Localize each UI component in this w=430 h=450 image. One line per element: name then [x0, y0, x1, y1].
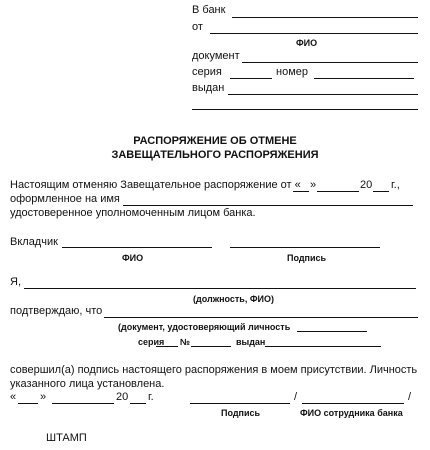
confirm-label: подтверждаю, что	[10, 305, 103, 317]
signature-slash-2: /	[408, 391, 412, 403]
revoke-day-field[interactable]	[293, 191, 309, 192]
identity-document-field[interactable]	[297, 331, 367, 332]
series-hint: серия	[138, 337, 165, 347]
closing-line-1: совершил(а) подпись настоящего распоряжения в моем присутствии. Личность	[10, 364, 418, 376]
revoke-month-field[interactable]	[317, 191, 359, 192]
date-day-field[interactable]	[18, 403, 38, 404]
date-quote-close: »	[40, 391, 47, 403]
issued-label: выдан	[192, 82, 225, 94]
revoke-text: Настоящим отменяю Завещательное распоряжение от «	[10, 179, 301, 191]
closing-line-2: указанного лица установлена.	[10, 378, 165, 390]
applicant-fio-hint: ФИО	[296, 38, 318, 48]
depositor-signature-hint: Подпись	[287, 253, 327, 263]
confirm-person-field[interactable]	[104, 317, 418, 318]
employee-signature-field[interactable]	[190, 403, 290, 404]
date-month-field[interactable]	[52, 403, 114, 404]
issued-in-name-field[interactable]	[123, 205, 413, 206]
series-label: серия	[192, 66, 222, 78]
identity-series-field[interactable]	[156, 346, 178, 347]
document-title-line1: РАСПОРЯЖЕНИЕ ОБ ОТМЕНЕ	[133, 135, 297, 147]
stamp-label: ШТАМП	[46, 432, 87, 444]
revoke-year-field[interactable]	[373, 191, 389, 192]
identity-number-field[interactable]	[191, 346, 231, 347]
identity-issued-field[interactable]	[265, 346, 381, 347]
issued-hint: выдан	[236, 337, 266, 347]
number-label: номер	[276, 66, 308, 78]
issued-field[interactable]	[228, 94, 418, 95]
depositor-fio-field[interactable]	[62, 247, 212, 248]
revoke-year-suffix: г.,	[391, 179, 400, 191]
employee-signature-hint: Подпись	[221, 408, 261, 418]
revoke-year-prefix: 20	[360, 179, 373, 191]
date-year-suffix: г.	[148, 391, 154, 403]
document-label: документ	[192, 50, 240, 62]
position-hint: (должность, ФИО)	[193, 294, 274, 304]
document-hint: (документ, удостоверяющий личность	[118, 322, 291, 332]
certified-by-text: удостоверенное уполномоченным лицом банка.	[10, 207, 256, 219]
employee-position-field[interactable]	[24, 288, 416, 289]
series-field[interactable]	[230, 78, 272, 79]
date-year-field[interactable]	[130, 403, 146, 404]
revoke-quote-close: »	[310, 179, 317, 191]
issued-extra-field[interactable]	[192, 109, 418, 110]
depositor-label: Вкладчик	[10, 236, 58, 248]
applicant-name-field[interactable]	[210, 33, 418, 34]
document-field[interactable]	[242, 62, 418, 63]
date-quote-open: «	[10, 391, 17, 403]
i-label: Я,	[10, 276, 21, 288]
from-label: от	[192, 21, 203, 33]
signature-slash-1: /	[294, 391, 298, 403]
number-sign-hint: №	[180, 337, 191, 347]
document-title-line2: ЗАВЕЩАТЕЛЬНОГО РАСПОРЯЖЕНИЯ	[111, 149, 319, 161]
date-year-prefix: 20	[116, 391, 129, 403]
depositor-fio-hint: ФИО	[122, 253, 144, 263]
to-bank-label: В банк	[192, 4, 226, 16]
employee-fio-hint: ФИО сотрудника банка	[300, 408, 403, 418]
employee-fio-field[interactable]	[302, 403, 404, 404]
number-field[interactable]	[314, 78, 414, 79]
depositor-signature-field[interactable]	[230, 247, 380, 248]
issued-in-name-label: оформленное на имя	[10, 193, 120, 205]
bank-name-field[interactable]	[232, 17, 418, 18]
